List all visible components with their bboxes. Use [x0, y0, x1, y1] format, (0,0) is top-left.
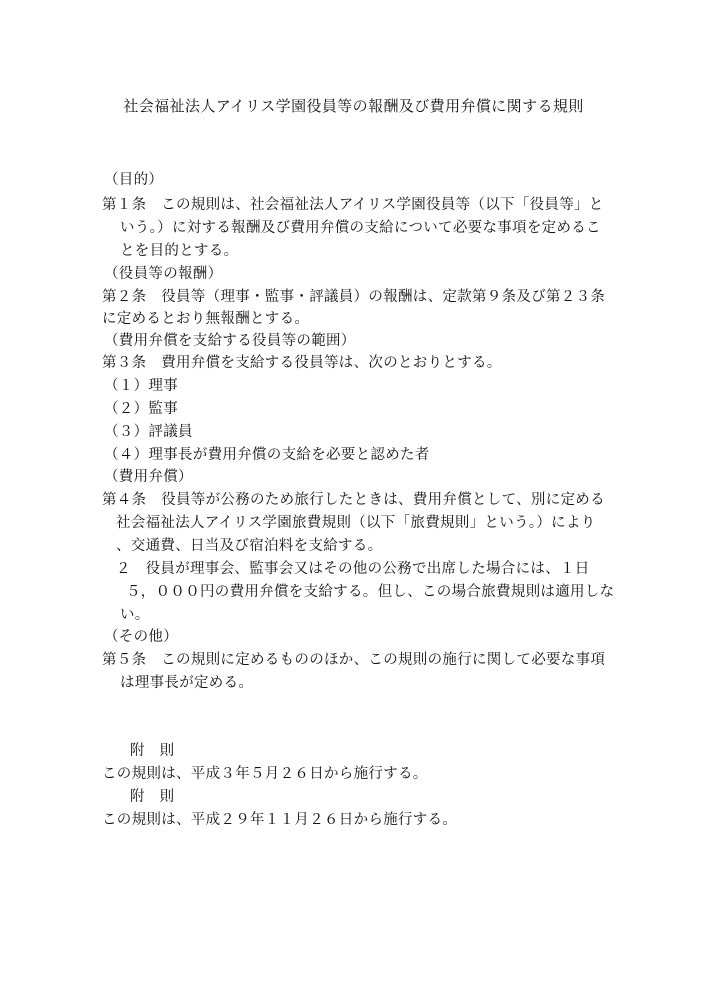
article-5-line-2: は理事長が定める。 — [120, 675, 254, 691]
article-4-paragraph-2-line-2: ５，０００円の費用弁償を支給する。但し、この場合旅費規則は適用しな — [126, 584, 615, 600]
supplementary-1-heading: 附 則 — [130, 743, 175, 759]
supplementary-2-text: この規則は、平成２９年１１月２６日から施行する。 — [102, 812, 458, 828]
article-2-line-1: 第２条 役員等（理事・監事・評議員）の報酬は、定款第９条及び第２３条 — [102, 289, 606, 305]
article-3-item-2: （２）監事 — [104, 401, 178, 417]
article-3-item-3: （３）評議員 — [104, 424, 193, 440]
article-4-paragraph-2-line-1: ２ 役員が理事会、監事会又はその他の公務で出席した場合には、１日 — [116, 561, 590, 577]
article-4-line-1: 第４条 役員等が公務のため旅行したときは、費用弁償として、別に定める — [102, 492, 605, 508]
article-2-line-2: に定めるとおり無報酬とする。 — [102, 311, 310, 327]
article-1-line-2: いう。）に対する報酬及び費用弁償の支給について必要な事項を定めるこ — [120, 220, 601, 236]
article-1-heading: （目的） — [104, 172, 164, 188]
article-1-line-3: とを目的とする。 — [120, 243, 239, 259]
article-4-line-2: 社会福祉法人アイリス学園旅費規則（以下「旅費規則」という。）により — [116, 515, 596, 531]
article-4-line-3: 、交通費、日当及び宿泊料を支給する。 — [116, 538, 383, 554]
article-3-heading: （費用弁償を支給する役員等の範囲） — [104, 333, 356, 349]
supplementary-1-text: この規則は、平成３年５月２６日から施行する。 — [102, 766, 428, 782]
article-5-heading: （その他） — [104, 629, 178, 645]
article-5-line-1: 第５条 この規則に定めるもののほか、この規則の施行に関して必要な事項 — [102, 652, 606, 668]
article-3-item-1: （１）理事 — [104, 378, 178, 394]
article-3-item-4: （４）理事長が費用弁償の支給を必要と認めた者 — [104, 447, 430, 463]
supplementary-2-heading: 附 則 — [130, 789, 175, 805]
article-1-line-1: 第１条 この規則は、社会福祉法人アイリス学園役員等（以下「役員等」と — [102, 197, 604, 213]
article-4-heading: （費用弁償） — [104, 469, 193, 485]
article-3-line-1: 第３条 費用弁償を支給する役員等は、次のとおりとする。 — [102, 355, 502, 371]
article-4-paragraph-2-line-3: い。 — [120, 607, 150, 623]
document-title: 社会福祉法人アイリス学園役員等の報酬及び費用弁償に関する規則 — [123, 97, 584, 115]
article-2-heading: （役員等の報酬） — [104, 266, 223, 282]
